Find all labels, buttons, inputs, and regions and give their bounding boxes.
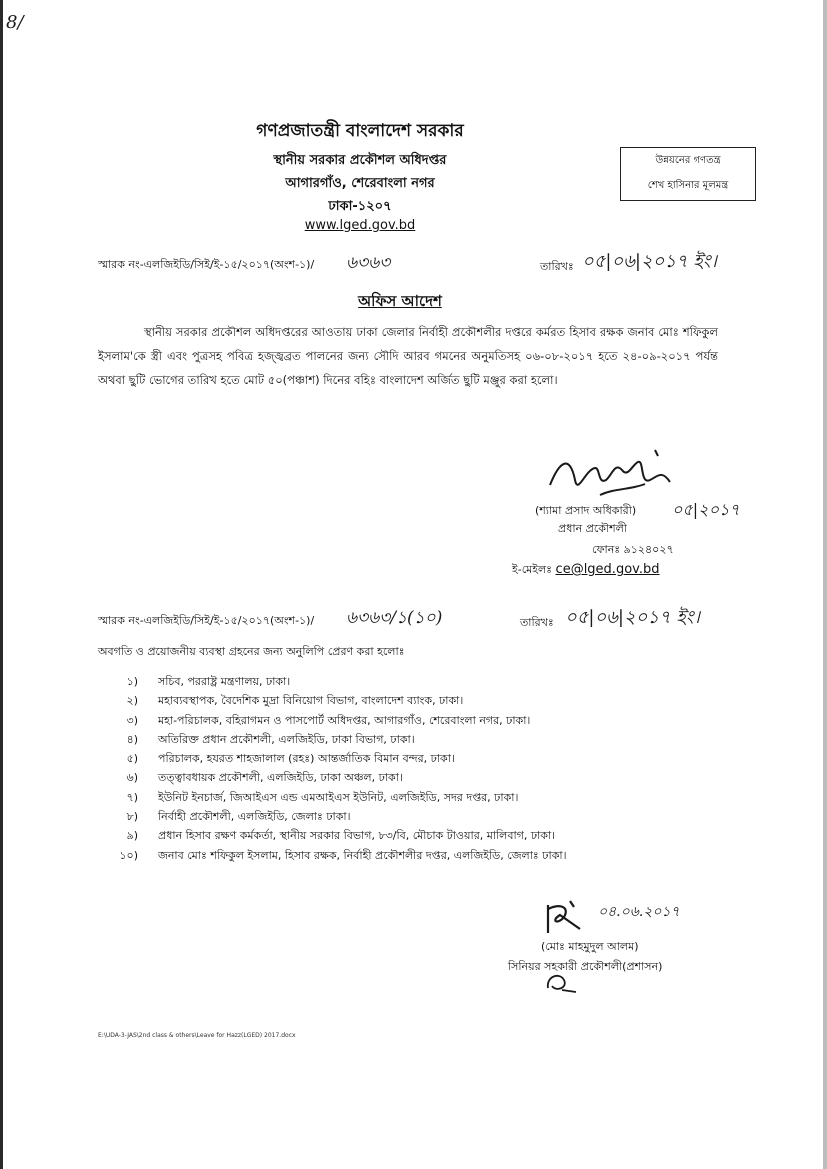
cc-item-number: ৭) bbox=[126, 790, 138, 804]
cc-list-item bbox=[108, 847, 728, 866]
office-order-title bbox=[0, 290, 800, 315]
email-link[interactable]: ce@lged.gov.bd bbox=[555, 562, 660, 577]
cc-item-number: ১) bbox=[126, 675, 138, 688]
cc-list-item bbox=[108, 750, 728, 769]
cc-item-number: ৪) bbox=[126, 732, 138, 746]
cc-item-number: ৮) bbox=[126, 810, 138, 824]
scan-edge-right bbox=[823, 0, 827, 1169]
cc-list-item bbox=[108, 789, 728, 808]
header-address: আগারগাঁও, শেরেবাংলা নগর bbox=[285, 176, 435, 191]
signatory-2-designation: সিনিয়র সহকারী প্রকৌশলী(প্রশাসন) bbox=[508, 960, 663, 973]
memo-date-value: ০৫|০৬|২০১৭ ইং। bbox=[582, 251, 717, 272]
initial-mark bbox=[542, 968, 582, 996]
cc-item-number: ২) bbox=[126, 694, 138, 708]
cc-list-item bbox=[108, 712, 728, 731]
header-department: স্থানীয় সরকার প্রকৌশল অধিদপ্তর bbox=[273, 153, 447, 168]
signature-1-date: ০৫|২০১৭ bbox=[672, 500, 740, 519]
motto-line-1: উন্নয়নের গণতন্ত্র bbox=[655, 155, 721, 166]
memo-date-label: তারিখঃ bbox=[540, 260, 574, 273]
motto-box bbox=[620, 147, 756, 201]
email-label: ই-মেইলঃ bbox=[512, 563, 553, 576]
cc-item-text: নির্বাহী প্রকৌশলী, এলজিইডি, জেলাঃ ঢাকা। bbox=[158, 810, 351, 824]
cc-list-item bbox=[108, 692, 728, 711]
file-path-footer: E:\UDA-3-JAS\2nd class & others\Leave for Hazz(LGED) 2017.docx bbox=[98, 1032, 296, 1039]
header-government: গণপ্রজাতন্ত্রী বাংলাদেশ সরকার bbox=[256, 121, 464, 141]
cc-item-text: অতিরিক্ত প্রধান প্রকৌশলী, এলজিইডি, ঢাকা বিভাগ, ঢাকা। bbox=[158, 732, 415, 746]
memo-2-date-value: ০৫|০৬|২০১৭ ইং। bbox=[565, 607, 700, 628]
cc-item-text: জনাব মোঃ শফিকুল ইসলাম, হিসাব রক্ষক, নির্বাহী প্রকৌশলীর দপ্তর, এলজিইডি, জেলাঃ ঢাকা। bbox=[158, 848, 567, 862]
motto-line-2: শেখ হাসিনার মূলমন্ত্র bbox=[647, 180, 729, 191]
header-website[interactable]: www.lged.gov.bd bbox=[304, 218, 416, 233]
order-body bbox=[98, 320, 718, 392]
memo-2-date-label: তারিখঃ bbox=[520, 616, 554, 629]
cc-item-number: ৫) bbox=[126, 752, 138, 766]
cc-list-item bbox=[108, 827, 728, 846]
cc-intro: অবগতি ও প্রয়োজনীয় ব্যবস্থা গ্রহনের জন্য অনুলিপি প্রেরণ করা হলোঃ bbox=[98, 645, 405, 658]
cc-item-number: ৯) bbox=[126, 829, 138, 843]
header-city: ঢাকা-১২০৭ bbox=[328, 199, 392, 214]
cc-item-number: ১০) bbox=[119, 848, 138, 862]
cc-item-text: তত্ত্বাবধায়ক প্রকৌশলী, এলজিইডি, ঢাকা অঞ্চল, ঢাকা। bbox=[158, 771, 403, 785]
cc-item-text: ইউনিট ইনচার্জ, জিআইএস এন্ড এমআইএস ইউনিট, এলজিইডি, সদর দপ্তর, ঢাকা। bbox=[158, 790, 519, 804]
cc-item-text: প্রধান হিসাব রক্ষণ কর্মকর্তা, স্থানীয় সরকার বিভাগ, ৮৩/বি, মৌচাক টাওয়ার, মালিবাগ, ঢাকা। bbox=[158, 829, 556, 843]
cc-item-text: সচিব, পররাষ্ট্র মন্ত্রণালয়, ঢাকা। bbox=[158, 675, 291, 688]
cc-list bbox=[108, 673, 728, 866]
signatory-1-designation: প্রধান প্রকৌশলী bbox=[558, 522, 627, 535]
corner-handwritten-note: 8/ bbox=[6, 12, 24, 33]
signatory-1-phone: ফোনঃ ৯১২৪০২৭ bbox=[592, 543, 674, 556]
cc-item-number: ৬) bbox=[126, 771, 138, 785]
signatory-1-name: (শ্যামা প্রসাদ অধিকারী) bbox=[535, 504, 637, 517]
memo-2-ref-number: ৬৩৬৩/১(১০) bbox=[346, 608, 443, 628]
cc-list-item bbox=[108, 731, 728, 750]
cc-item-text: পরিচালক, হযরত শাহজালাল (রহঃ) আন্তর্জাতিক বিমান বন্দর, ঢাকা। bbox=[158, 752, 455, 766]
signatory-2-name: (মোঃ মাহমুদুল আলম) bbox=[541, 940, 639, 953]
signatory-1-email-row bbox=[512, 561, 659, 580]
order-body-text: স্থানীয় সরকার প্রকৌশল অধিদপ্তরের আওতায় ঢাকা জেলার নির্বাহী প্রকৌশলীর দপ্তরে কর্মরত হিসাব রক্ষক জনাব মোঃ শফিকুল ইসলাম'কে স্ত্রী এবং পুত্রসহ পবিত্র হজ্জ্বব্রত পালনের জন্য সৌদি আরব গমনের অনুমতিসহ ০৬-০৮-২০১৭ হতে ২৪-০৯-২০১৭ পর্যন্ত অথবা ছুটি ভোগের তারিখ হতে মোট ৫০(পঞ্চাশ) দিনের বহিঃ বাংলাদেশ অর্জিত ছুটি মঞ্জুর করা হলো। bbox=[98, 325, 718, 387]
memo-ref-prefix: স্মারক নং-এলজিইডি/সিই/ই-১৫/২০১৭(অংশ-১)/ bbox=[98, 258, 315, 271]
signature-2-date: ০৪.০৬.২০১৭ bbox=[598, 904, 680, 920]
cc-item-text: মহা-পরিচালক, বহিরাগমন ও পাসপোর্ট অধিদপ্তর, আগারগাঁও, শেরেবাংলা নগর, ঢাকা। bbox=[158, 713, 531, 727]
cc-item-text: মহাব্যবস্থাপক, বৈদেশিক মুদ্রা বিনিয়োগ বিভাগ, বাংলাদেশ ব্যাংক, ঢাকা। bbox=[158, 694, 464, 708]
cc-item-number: ৩) bbox=[126, 713, 138, 727]
cc-list-item bbox=[108, 673, 728, 692]
cc-list-item bbox=[108, 769, 728, 788]
office-order-title-text: অফিস আদেশ bbox=[358, 292, 442, 310]
memo-ref-number: ৬৩৬৩ bbox=[346, 253, 391, 273]
cc-list-item bbox=[108, 808, 728, 827]
memo-2-ref-prefix: স্মারক নং-এলজিইডি/সিই/ই-১৫/২০১৭(অংশ-১)/ bbox=[98, 614, 315, 627]
